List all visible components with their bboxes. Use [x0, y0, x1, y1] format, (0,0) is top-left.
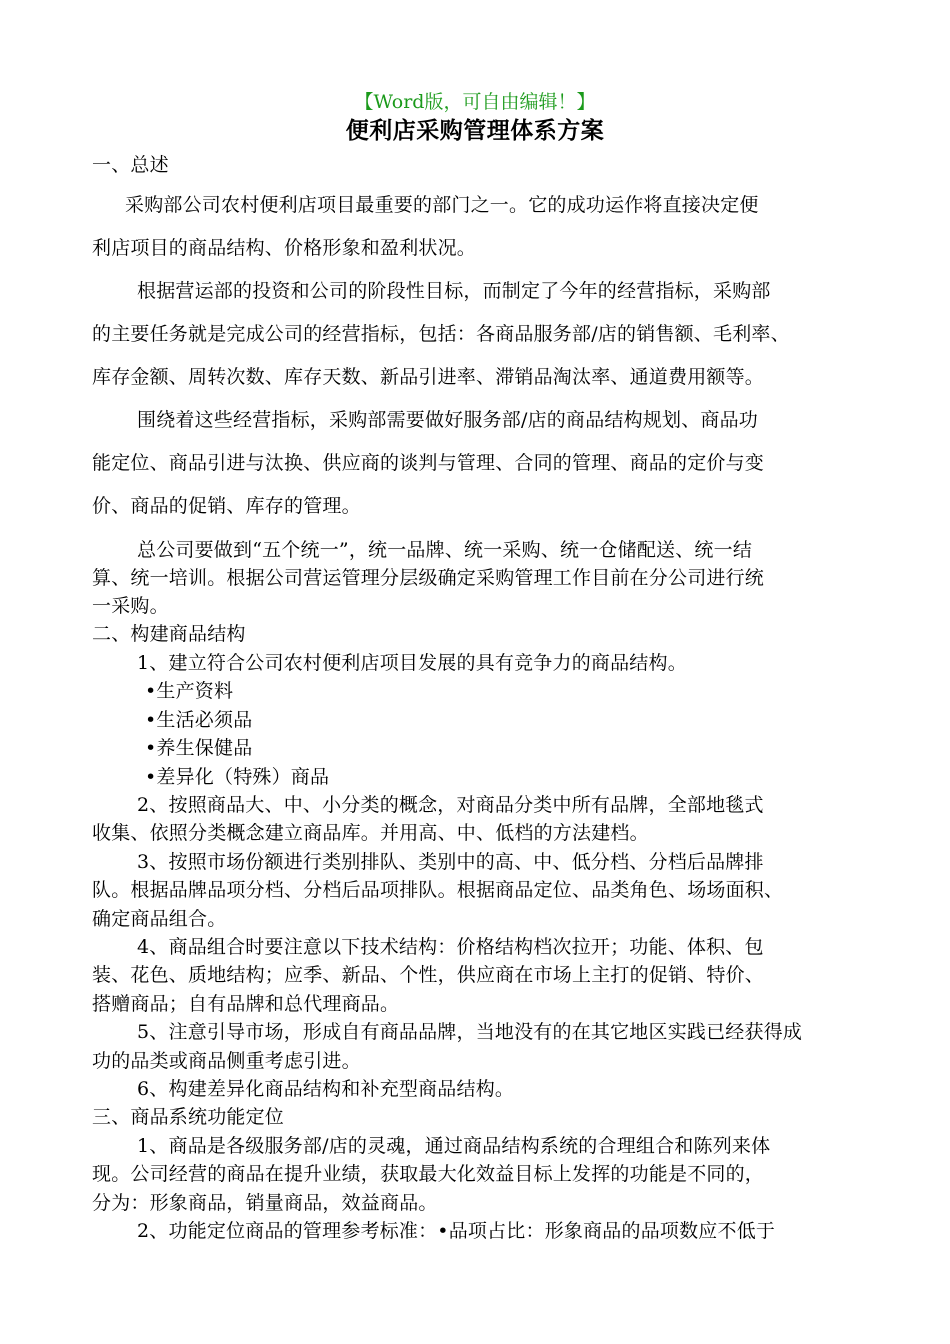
- section-heading-1: 一、总述: [92, 154, 169, 176]
- paragraph-line: 利店项目的商品结构、价格形象和盈利状况。: [92, 237, 477, 259]
- paragraph-line: 能定位、商品引进与汰换、供应商的谈判与管理、合同的管理、商品的定价与变: [92, 452, 765, 474]
- paragraph-line: 总公司要做到“五个统一”，统一品牌、统一采购、统一仓储配送、统一结: [137, 539, 753, 561]
- paragraph-line: 围绕着这些经营指标，采购部需要做好服务部/店的商品结构规划、商品功: [137, 409, 759, 431]
- list-item: 1、商品是各级服务部/店的灵魂，通过商品结构系统的合理组合和陈列来体: [137, 1135, 771, 1157]
- list-item: 1、建立符合公司农村便利店项目发展的具有竞争力的商品结构。: [137, 652, 687, 674]
- paragraph-line: 根据营运部的投资和公司的阶段性目标，而制定了今年的经营指标，采购部: [137, 280, 771, 302]
- paragraph-line: 搭赠商品；自有品牌和总代理商品。: [92, 993, 400, 1015]
- bullet-item: •差异化（特殊）商品: [145, 766, 330, 788]
- paragraph-line: 价、商品的促销、库存的管理。: [92, 495, 361, 517]
- paragraph-line: 的主要任务就是完成公司的经营指标，包括：各商品服务部/店的销售额、毛利率、: [92, 323, 790, 345]
- paragraph-line: 队。根据品牌品项分档、分档后品项排队。根据商品定位、品类角色、场场面积、: [92, 879, 784, 901]
- list-item: 4、商品组合时要注意以下技术结构：价格结构档次拉开；功能、体积、包: [137, 936, 764, 958]
- list-item: 5、注意引导市场，形成自有商品品牌，当地没有的在其它地区实践已经获得成: [137, 1021, 803, 1043]
- list-item: 2、功能定位商品的管理参考标准：•品项占比：形象商品的品项数应不低于: [137, 1220, 776, 1242]
- document-title: 便利店采购管理体系方案: [345, 118, 605, 144]
- list-item: 3、按照市场份额进行类别排队、类别中的高、中、低分档、分档后品牌排: [137, 851, 764, 873]
- section-heading-2: 二、构建商品结构: [92, 623, 246, 645]
- list-item: 2、按照商品大、中、小分类的概念，对商品分类中所有品牌，全部地毯式: [137, 794, 764, 816]
- bullet-item: •养生保健品: [145, 737, 253, 759]
- paragraph-line: 现。公司经营的商品在提升业绩，获取最大化效益目标上发挥的功能是不同的，: [92, 1163, 765, 1185]
- bullet-item: •生活必须品: [145, 709, 253, 731]
- paragraph-line: 分为：形象商品，销量商品，效益商品。: [92, 1192, 438, 1214]
- paragraph-line: 算、统一培训。根据公司营运管理分层级确定采购管理工作目前在分公司进行统: [92, 567, 765, 589]
- paragraph-line: 确定商品组合。: [92, 908, 227, 930]
- paragraph-line: 收集、依照分类概念建立商品库。并用高、中、低档的方法建档。: [92, 822, 649, 844]
- bullet-item: •生产资料: [145, 680, 234, 702]
- editable-banner: 【Word版，可自由编辑！】: [354, 91, 596, 113]
- paragraph-line: 一采购。: [92, 595, 169, 617]
- section-heading-3: 三、商品系统功能定位: [92, 1106, 285, 1128]
- paragraph-line: 采购部公司农村便利店项目最重要的部门之一。它的成功运作将直接决定便: [125, 194, 759, 216]
- list-item: 6、构建差异化商品结构和补充型商品结构。: [137, 1078, 515, 1100]
- paragraph-line: 功的品类或商品侧重考虑引进。: [92, 1050, 361, 1072]
- paragraph-line: 库存金额、周转次数、库存天数、新品引进率、滞销品淘汰率、通道费用额等。: [92, 366, 765, 388]
- paragraph-line: 装、花色、质地结构；应季、新品、个性，供应商在市场上主打的促销、特价、: [92, 964, 765, 986]
